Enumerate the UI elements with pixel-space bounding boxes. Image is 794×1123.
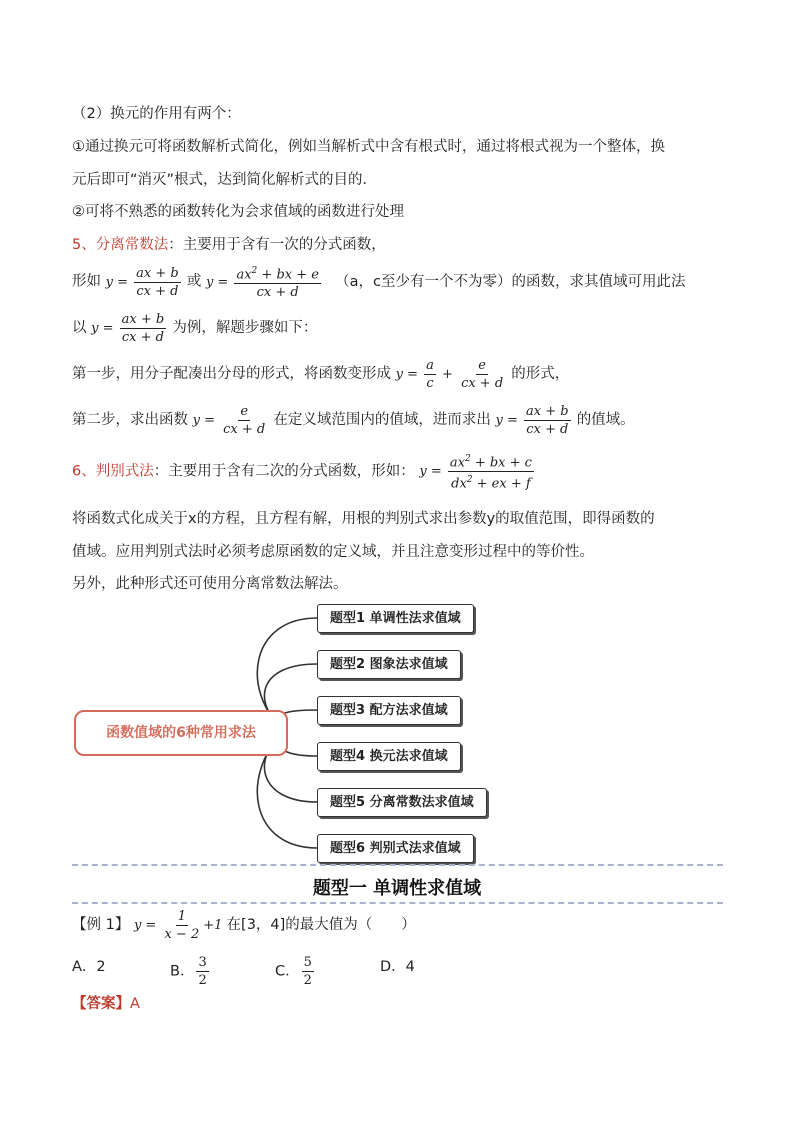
- step2-suffix: 的值域。: [576, 412, 635, 428]
- form-or: 或: [186, 273, 202, 290]
- step1-suffix: 的形式，: [511, 366, 570, 382]
- answer-value: A: [130, 996, 140, 1012]
- step1-prefix: 第一步，用分子配凑出分母的形式，将函数变形成: [72, 366, 391, 382]
- method6-title: 6、判别式法: [72, 463, 154, 480]
- answer-line: [72, 992, 140, 1013]
- mindmap-item-5: 题型5 分离常数法求值域: [317, 788, 487, 817]
- method5-desc: ：主要用于含有一次的分式函数，: [168, 237, 386, 253]
- mindmap-item-2: 题型2 图象法求值域: [317, 650, 461, 679]
- sec2-paragraph-2: ②可将不熟悉的函数转化为会求值域的函数进行处理: [72, 204, 404, 220]
- example-text: 在[3，4]的最大值为（ ）: [226, 917, 416, 933]
- choice-a: A．2: [72, 959, 106, 975]
- example-line: [72, 909, 416, 942]
- formula-quadratic-over-linear: y = $\frac{ax^2 + bx + e}{cx + d}$: [205, 266, 319, 301]
- method6-paragraph-1a: 将函数式化成关于x的方程，且方程有解，用根的判别式求出参数y的取值范围，即得函数的: [72, 511, 655, 527]
- mindmap-item-4: 题型4 换元法求值域: [317, 742, 461, 771]
- choice-c: C． $\frac{5}{2}$: [275, 955, 312, 988]
- example-suffix: 为例，解题步骤如下：: [172, 320, 318, 336]
- choice-d: D．4: [380, 959, 415, 975]
- formula-discriminant: y = $\frac{ax^2 + bx + c}{dx^2 + ex + f}$: [419, 454, 532, 492]
- divider-top: [72, 864, 723, 866]
- method6-desc: ：主要用于含有二次的分式函数，形如：: [153, 463, 415, 480]
- step2-prefix: 第二步，求出函数: [72, 412, 188, 428]
- method5-title: 5、分离常数法: [72, 237, 169, 253]
- example-formula: y = $\frac{1}{x - 2}$ +1: [133, 909, 227, 942]
- form-condition: （a，c至少有一个不为零）的函数，求其值域可用此法: [335, 273, 686, 290]
- formula-step2-a: y = $\frac{e}{cx + d}$: [192, 404, 266, 437]
- formula-step2-b: y = $\frac{ax + b}{cx + d}$: [495, 404, 569, 437]
- mindmap-item-6: 题型6 判别式法求值域: [317, 834, 474, 863]
- example-prefix: 以: [72, 320, 87, 336]
- mindmap-item-3: 题型3 配方法求值域: [317, 696, 461, 725]
- method6-paragraph-1b: 值域。应用判别式法时必须考虑原函数的定义域，并且注意变形过程中的等价性。: [72, 544, 594, 560]
- example-label: 【例 1】: [72, 917, 130, 933]
- section-title: 题型一 单调性求值域: [312, 878, 482, 899]
- divider-bottom: [72, 902, 723, 904]
- mindmap-item-1: 题型1 单调性法求值域: [317, 604, 474, 633]
- sec2-heading: （2）换元的作用有两个：: [72, 106, 241, 122]
- method6-paragraph-2: 另外，此种形式还可使用分离常数法解法。: [72, 576, 348, 592]
- choice-b: B． $\frac{3}{2}$: [170, 955, 207, 988]
- formula-step1: y = $\frac{a}{c}$ + $\frac{e}{cx + d}$: [395, 358, 504, 391]
- answer-label: 【答案】: [72, 996, 130, 1012]
- formula-example: y = $\frac{ax + b}{cx + d}$: [91, 312, 165, 345]
- form-prefix: 形如: [72, 273, 101, 290]
- step2-mid: 在定义域范围内的值域，进而求出: [273, 412, 491, 428]
- mindmap-center: 函数值域的6种常用求法: [74, 710, 288, 756]
- sec2-paragraph-1b: 元后即可“消灭”根式，达到简化解析式的目的．: [72, 172, 378, 188]
- formula-linear-fraction: y = $\frac{ax + b}{cx + d}$: [105, 265, 179, 299]
- sec2-paragraph-1a: ①通过换元可将函数解析式简化，例如当解析式中含有根式时，通过将根式视为一个整体，换: [72, 139, 665, 155]
